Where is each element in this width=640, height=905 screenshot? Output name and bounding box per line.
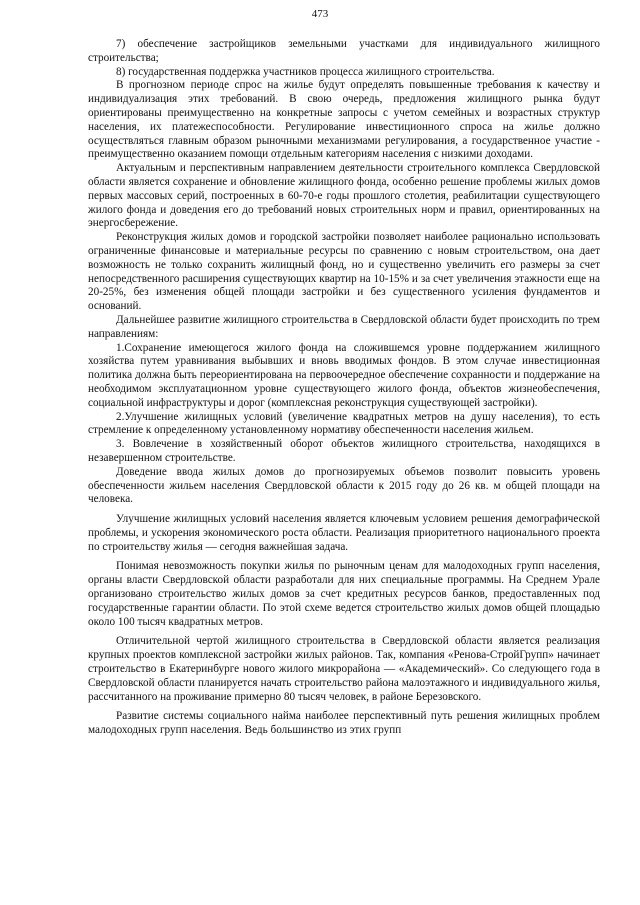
paragraph: 7) обеспечение застройщиков земельными участками для индивидуального жилищного строительства;	[88, 38, 600, 64]
paragraph: Доведение ввода жилых домов до прогнозируемых объемов позволит повысить уровень обеспеченности жильем населения Свердловской области к 2015 году до 26 кв. м общей площади на человека.	[88, 465, 600, 506]
paragraph: Реконструкция жилых домов и городской застройки позволяет наиболее рационально использовать ограниченные финансовые и материальные ресурсы по сравнению с новым строительством, она дает возможность не только сохранить жилищный фонд, но и существенно увеличить его размеры за счет непосредственного расширения существующих квартир на 10-15% и за счет увеличения этажности еще на 20-25%, без изменения общей площади застройки и без существенного усиления фундаментов и оснований.	[88, 231, 600, 313]
paragraph: 2.Улучшение жилищных условий (увеличение квадратных метров на душу населения), то есть стремление к определенному установленному нормативу обеспеченности населения жильем.	[88, 410, 600, 437]
paragraph: 8) государственная поддержка участников процесса жилищного строительства.	[116, 65, 495, 78]
paragraph: Дальнейшее развитие жилищного строительства в Свердловской области будет происходить по трем направлениям:	[88, 313, 600, 340]
body-text	[88, 38, 600, 738]
paragraph: Понимая невозможность покупки жилья по рыночным ценам для малодоходных групп населения, органы власти Свердловской области разработали для них специальные программы. На Среднем Урале организовано строительство жилых домов за счет кредитных ресурсов банков, предоставленных под государственные гарантии области. По этой схеме ведется строительство жилых домов общей площадью около 100 тысяч квадратных метров.	[88, 560, 600, 628]
paragraph: 1.Сохранение имеющегося жилого фонда на сложившемся уровне поддержанием жилищного хозяйства путем уравнивания выбывших и вновь вводимых фондов. В этом случае инвестиционная политика должна быть переориентирована на первоочередное обеспечение сохранности и поддержание на необходимом эксплуатационном уровне существующего жилого фонда, объектов жизнеобеспечения, социальной инфраструктуры и дорог (комплексная реконструкция существующей застройки).	[88, 341, 600, 409]
paragraph: 3. Вовлечение в хозяйственный оборот объектов жилищного строительства, находящихся в незавершенном строительстве.	[88, 438, 600, 464]
paragraph: Отличительной чертой жилищного строительства в Свердловской области является реализация крупных проектов комплексной застройки жилых районов. Так, компания «Ренова-СтройГрупп» начинает строительство в Екатеринбурге нового жилого микрорайона — «Академический». Со следующего года в Свердловской области планируется начать строительство района малоэтажного и индивидуального жилья, рассчитанного на проживание примерно 80 тысяч человек, в районе Березовского.	[88, 635, 600, 703]
paragraph: В прогнозном периоде спрос на жилье будут определять повышенные требования к качеству и индивидуализация этих требований. В свою очередь, предложения жилищного рынка будут ориентированы преимущественно на конкретные запросы с учетом семейных и возрастных структур населения, их платежеспособности. Регулирование инвестиционного спроса на жилье должно осуществляться главным образом рыночными механизмами регулирования, а государственное участие - преимущественно оказанием помощи отдельным категориям населения с низкими доходами.	[88, 79, 600, 161]
paragraph: Развитие системы социального найма наиболее перспективный путь решения жилищных проблем малодоходных групп населения. Ведь большинство из этих групп	[88, 710, 600, 737]
paragraph: Улучшение жилищных условий населения является ключевым условием решения демографической проблемы, и ускорения экономического роста области. Реализация приоритетного национального проекта по строительству жилья — сегодня важнейшая задача.	[88, 513, 600, 553]
page-number: 473	[311, 8, 329, 20]
paragraph: Актуальным и перспективным направлением деятельности строительного комплекса Свердловской области является сохранение и обновление жилищного фонда, особенно решение проблемы жилых домов первых массовых серий, построенных в 60-70-е годы прошлого столетия, реабилитации существующего жилого фонда и доведения его до требований новых строительных норм и правил, ориентированных на энергосбережение.	[88, 162, 600, 230]
